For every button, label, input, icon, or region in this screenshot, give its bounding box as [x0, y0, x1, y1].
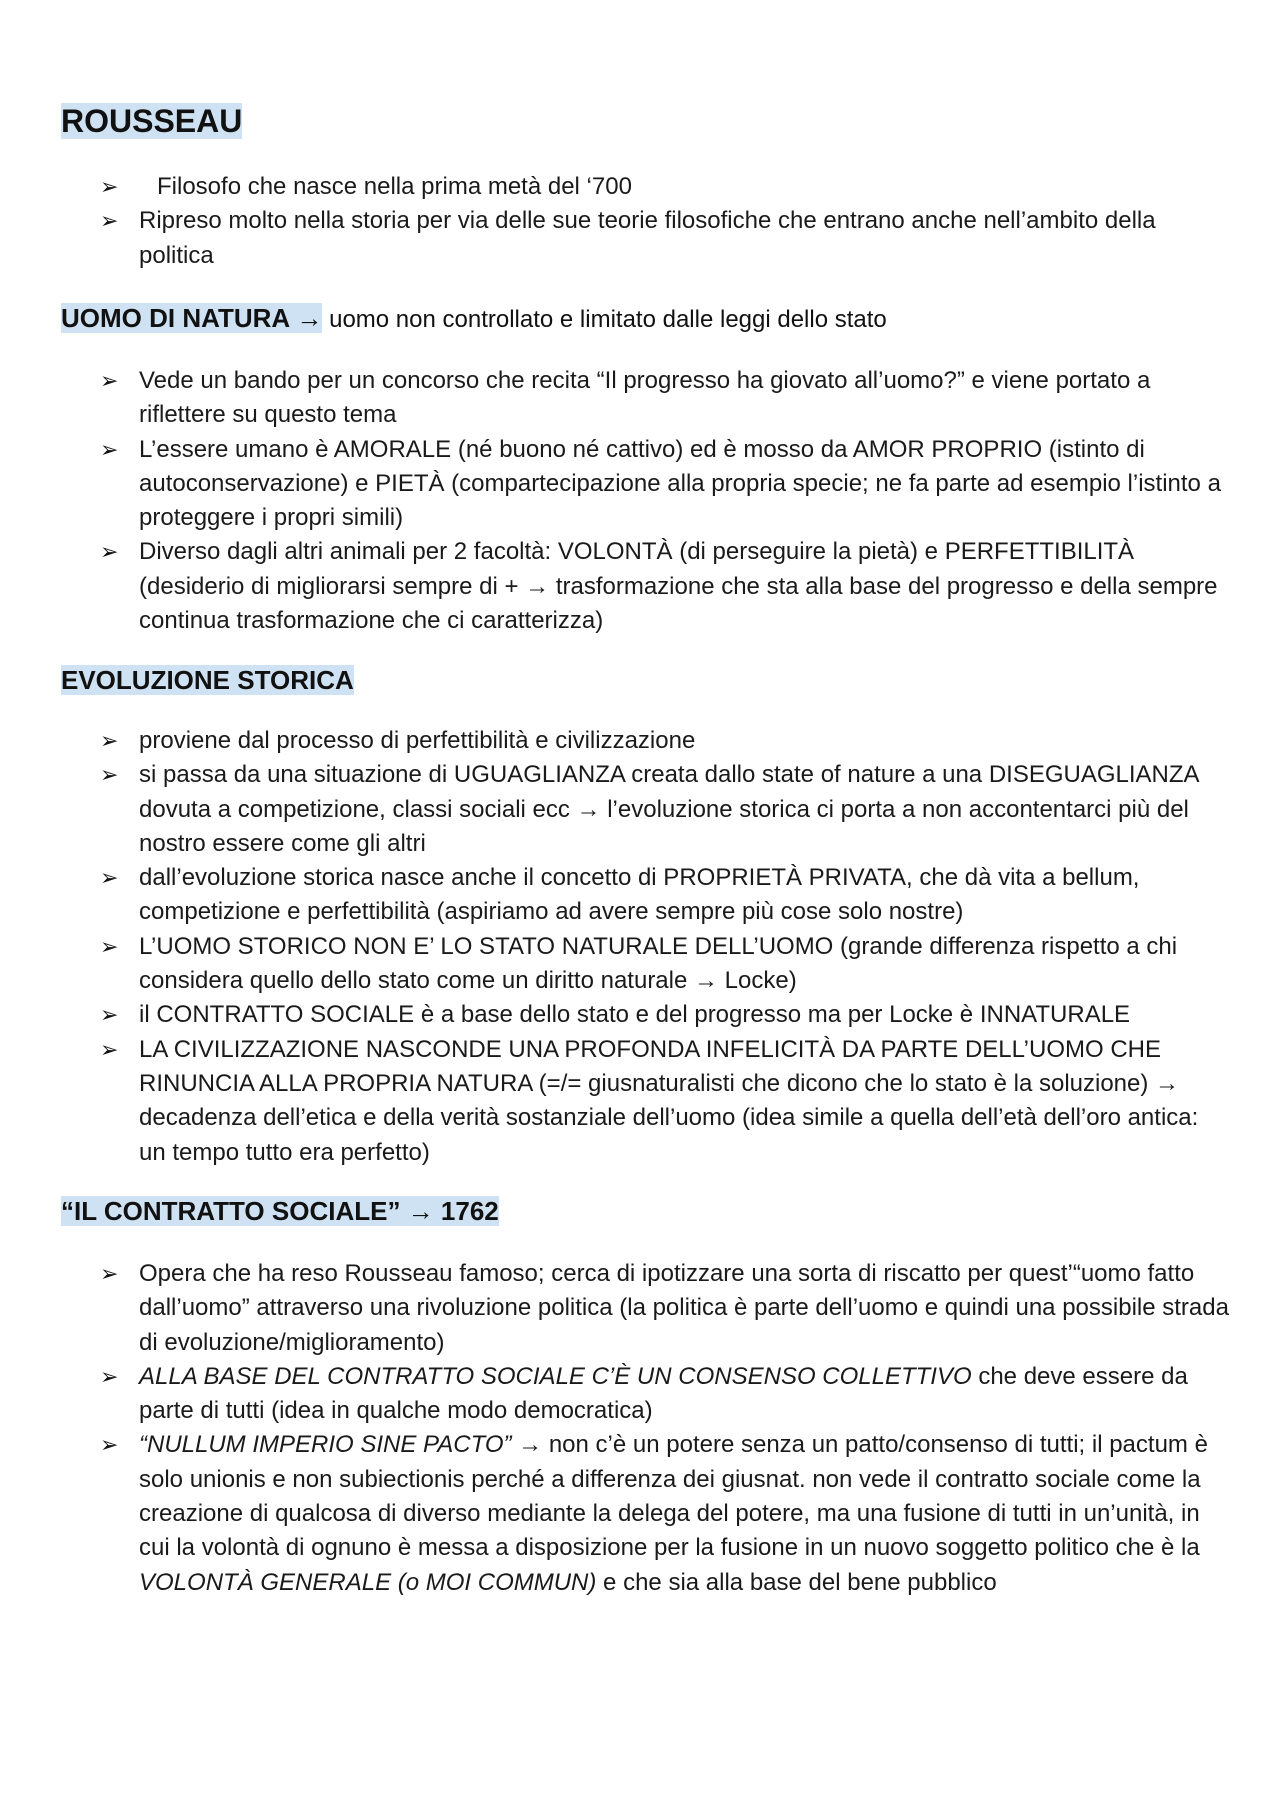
arrow-bullet-icon: ➢	[100, 1432, 119, 1458]
arrow-bullet-icon: ➢	[100, 208, 119, 234]
list-item	[0, 535, 1280, 638]
list-item-text: L’essere umano è AMORALE (né buono né cattivo) ed è mosso da AMOR PROPRIO (istinto di autoconservazione) e PIETÀ (compartecipazione alla propria specie; ne fa parte ad esempio l’istinto a proteggere i propri simili)	[139, 435, 1221, 532]
list-item-text: proviene dal processo di perfettibilità e civilizzazione	[139, 727, 696, 754]
arrow-bullet-icon: ➢	[100, 174, 119, 199]
arrow-bullet-icon: ➢	[100, 436, 119, 462]
heading-text: UOMO DI NATURA →	[61, 303, 323, 333]
list-item-text: dall’evoluzione storica nasce anche il concetto di PROPRIETÀ PRIVATA, che dà vita a bellum, competizione e perfettibilità (aspiriamo ad avere sempre più cose solo nostre)	[139, 864, 1140, 926]
list-item-text: L’UOMO STORICO NON E’ LO STATO NATURALE DELL’UOMO (grande differenza rispetto a chi considera quello dello stato come un diritto naturale → Locke)	[139, 932, 1178, 995]
list-item-text: il CONTRATTO SOCIALE è a base dello stato e del progresso ma per Locke è INNATURALE	[139, 1001, 1131, 1029]
arrow-bullet-icon: ➢	[100, 1002, 119, 1028]
section-heading-uomo-natura	[61, 300, 887, 338]
list-item	[0, 364, 1280, 433]
heading-definition: uomo non controllato e limitato dalle leggi dello stato	[322, 306, 887, 333]
intro-list	[0, 170, 1280, 273]
arrow-bullet-icon: ➢	[100, 933, 119, 959]
section-heading-evoluzione	[61, 662, 354, 698]
list-item-text: Opera che ha reso Rousseau famoso; cerca di ipotizzare una sorta di riscatto per quest’“uomo fatto dall’uomo” attraverso una rivoluzione politica (la politica è parte dell’uomo e quindi una possibile strada di evoluzione/miglioramento)	[139, 1260, 1229, 1356]
arrow-bullet-icon: ➢	[100, 762, 119, 788]
evoluzione-list	[0, 724, 1280, 1170]
arrow-bullet-icon: ➢	[100, 865, 119, 891]
arrow-bullet-icon: ➢	[100, 539, 119, 565]
list-item-emphasis: VOLONTÀ GENERALE (o MOI COMMUN)	[139, 1568, 597, 1596]
list-item-text: Diverso dagli altri animali per 2 facoltà: VOLONTÀ (di perseguire la pietà) e PERFETTIBILITÀ (desiderio di migliorarsi sempre di + → trasformazione che sta alla base del progresso e della sempre continua trasformazione che ci caratterizza)	[139, 538, 1218, 635]
list-item	[0, 170, 1280, 204]
list-item-emphasis: “NULLUM IMPERIO SINE PACTO”	[139, 1431, 512, 1459]
list-item-emphasis: ALLA BASE DEL CONTRATTO SOCIALE C’È UN CONSENSO COLLETTIVO	[139, 1362, 972, 1390]
heading-text: EVOLUZIONE STORICA	[61, 665, 354, 695]
list-item	[0, 1033, 1280, 1170]
list-item	[0, 998, 1280, 1032]
arrow-bullet-icon: ➢	[100, 1363, 119, 1389]
list-item	[0, 861, 1280, 930]
arrow-bullet-icon: ➢	[100, 1261, 119, 1286]
list-item	[0, 1257, 1280, 1360]
list-item-text: Filosofo che nasce nella prima metà del ‘700	[157, 173, 632, 200]
contratto-list	[0, 1257, 1280, 1600]
heading-year: 1762	[433, 1196, 499, 1226]
page-title	[61, 100, 242, 142]
list-item-text: si passa da una situazione di UGUAGLIANZA creata dallo state of nature a una DISEGUAGLIANZA dovuta a competizione, classi sociali ecc → l’evoluzione storica ci porta a non accontentarci più del nostro essere come gli altri	[139, 761, 1199, 857]
list-item-text: Ripreso molto nella storia per via delle sue teorie filosofiche che entrano anche nell’ambito della politica	[139, 207, 1156, 269]
list-item	[0, 204, 1280, 273]
list-item	[0, 1428, 1280, 1599]
section-heading-contratto	[61, 1193, 499, 1229]
list-item-text: e che sia alla base del bene pubblico	[596, 1568, 997, 1596]
list-item	[0, 930, 1280, 999]
title-text: ROUSSEAU	[61, 103, 243, 139]
list-item	[0, 1360, 1280, 1429]
arrow-bullet-icon: ➢	[100, 1036, 119, 1062]
arrow-bullet-icon: ➢	[100, 728, 119, 753]
list-item	[0, 433, 1280, 536]
arrow-bullet-icon: ➢	[100, 368, 119, 393]
uomo-natura-list	[0, 364, 1280, 638]
list-item	[0, 724, 1280, 758]
list-item	[0, 758, 1280, 861]
list-item-text: LA CIVILIZZAZIONE NASCONDE UNA PROFONDA INFELICITÀ DA PARTE DELL’UOMO CHE RINUNCIA ALLA PROPRIA NATURA (=/= giusnaturalisti che dicono che lo stato è la soluzione) → decadenza dell’etica e della verità sostanziale dell’uomo (idea simile a quella dell’età dell’oro antica: un tempo tutto era perfetto)	[139, 1035, 1199, 1166]
heading-text: “IL CONTRATTO SOCIALE” →	[61, 1196, 434, 1226]
list-item-text: che deve essere da parte di tutti (idea in qualche modo democratica)	[139, 1362, 1188, 1425]
list-item-text: Vede un bando per un concorso che recita “Il progresso ha giovato all’uomo?” e viene portato a riflettere su questo tema	[139, 367, 1151, 429]
list-item-text: → non c’è un potere senza un patto/consenso di tutti; il pactum è solo unionis e non subiectionis perché a differenza dei giusnat. non vede il contratto sociale come la creazione di qualcosa di diverso mediante la delega del potere, ma una fusione di tutti in un’unità, in cui la volontà di ognuno è messa a disposizione per la fusione in un nuovo soggetto politico che è la	[139, 1431, 1208, 1562]
